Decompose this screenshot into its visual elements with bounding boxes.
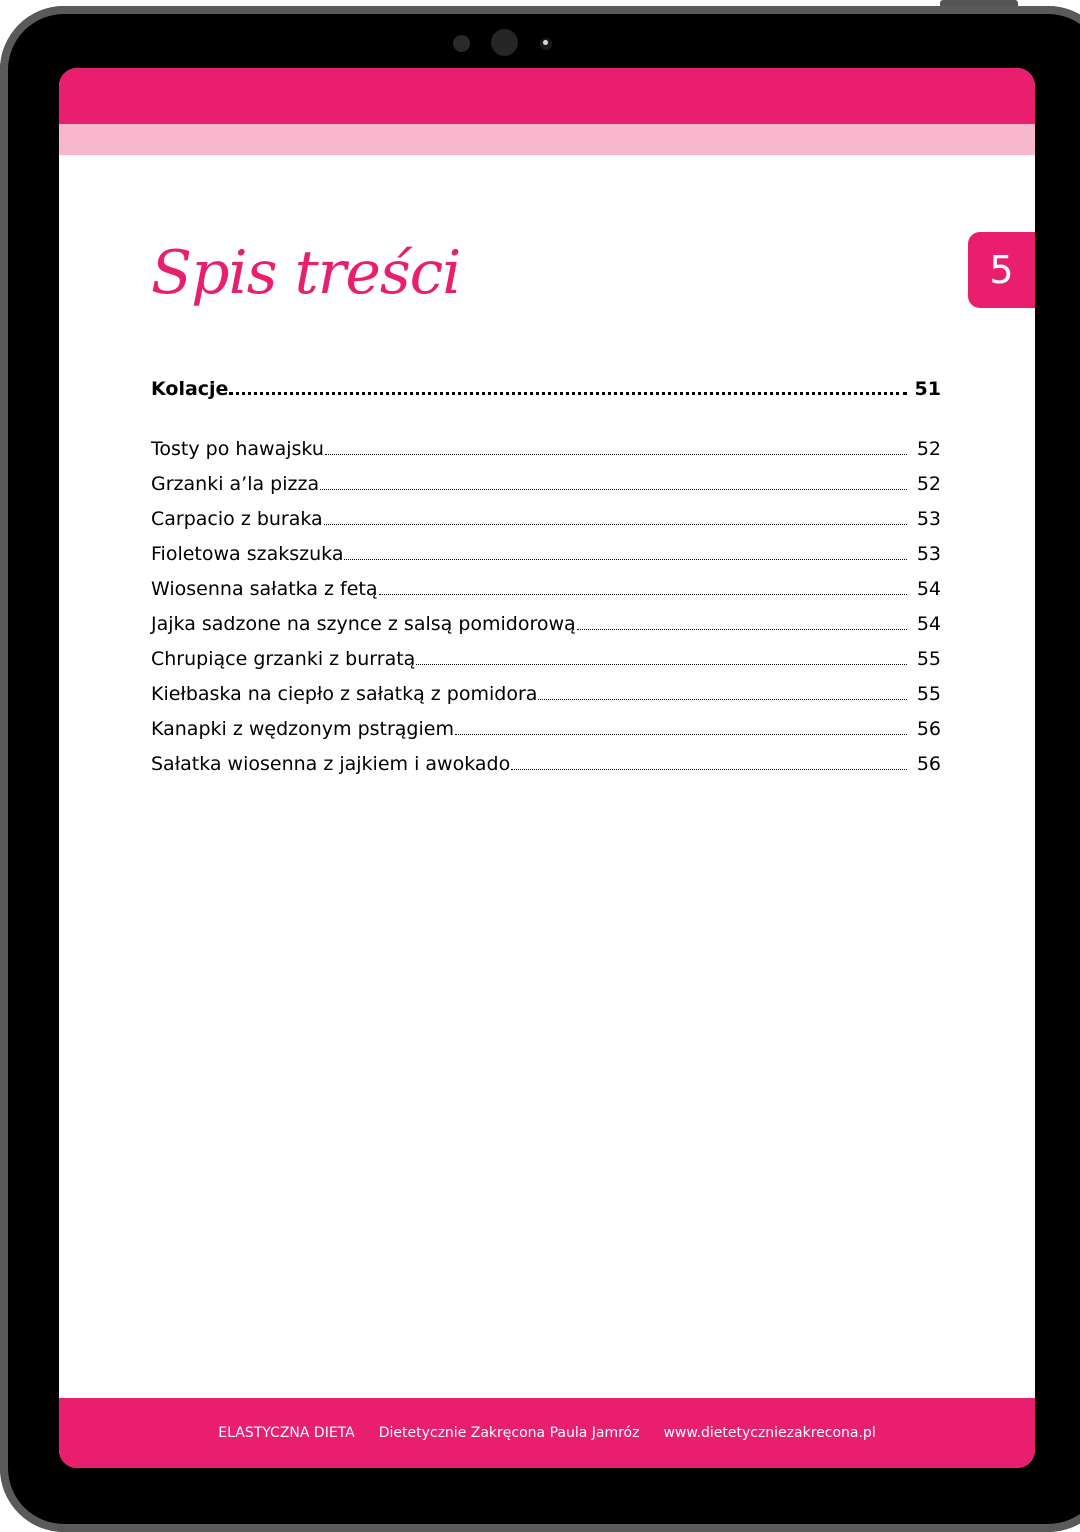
power-button xyxy=(940,0,1018,6)
toc-entry[interactable] xyxy=(151,578,941,600)
dot-leader xyxy=(455,734,907,735)
toc-entry[interactable] xyxy=(151,543,941,565)
toc-entry[interactable] xyxy=(151,683,941,705)
dot-leader xyxy=(379,594,908,595)
footer xyxy=(59,1398,1035,1468)
toc-section-label: Kolacje xyxy=(151,378,229,400)
toc-entry-page: 54 xyxy=(916,578,941,600)
camera-lens-icon xyxy=(540,38,552,50)
toc-entry-label: Kanapki z wędzonym pstrągiem xyxy=(151,718,454,740)
toc-entry-page: 52 xyxy=(916,473,941,495)
camera-icon xyxy=(491,29,518,56)
toc-entry-page: 53 xyxy=(916,508,941,530)
page-number-tab xyxy=(968,232,1035,308)
page-number: 5 xyxy=(989,248,1014,292)
toc-entry-page: 55 xyxy=(916,683,941,705)
dot-leader xyxy=(320,489,907,490)
footer-author: Dietetycznie Zakręcona Paula Jamróz xyxy=(378,1425,640,1441)
toc-entry[interactable] xyxy=(151,438,941,460)
toc-entry-page: 53 xyxy=(916,543,941,565)
toc-entry-page: 56 xyxy=(916,718,941,740)
toc-entry[interactable] xyxy=(151,473,941,495)
header-band xyxy=(59,68,1035,124)
dot-leader xyxy=(344,559,907,560)
toc-entry-page: 52 xyxy=(916,438,941,460)
footer-website-link[interactable]: www.dietetyczniezakrecona.pl xyxy=(663,1425,876,1441)
toc-entry-label: Kiełbaska na ciepło z sałatką z pomidora xyxy=(151,683,538,705)
toc-entry-page: 56 xyxy=(916,753,941,775)
dot-leader xyxy=(416,664,907,665)
document-page xyxy=(59,68,1035,1468)
toc-entry-label: Jajka sadzone na szynce z salsą pomidorową xyxy=(151,613,576,635)
toc-entry[interactable] xyxy=(151,753,941,775)
page-title: Spis treści xyxy=(151,238,461,308)
sensor-icon xyxy=(453,35,470,52)
dot-leader xyxy=(538,699,907,700)
toc-entry-label: Sałatka wiosenna z jajkiem i awokado xyxy=(151,753,511,775)
toc-section-page: 51 xyxy=(914,378,941,400)
toc-entry[interactable] xyxy=(151,648,941,670)
footer-book-title: ELASTYCZNA DIETA xyxy=(218,1425,355,1441)
dot-leader xyxy=(511,769,907,770)
dot-leader xyxy=(324,524,907,525)
toc-entry[interactable] xyxy=(151,508,941,530)
toc-entry[interactable] xyxy=(151,613,941,635)
toc-entry-label: Chrupiące grzanki z burratą xyxy=(151,648,416,670)
dot-leader xyxy=(229,392,906,395)
tablet-frame xyxy=(0,6,1080,1532)
toc-entry-label: Tosty po hawajsku xyxy=(151,438,324,460)
dot-leader xyxy=(577,629,907,630)
toc-entry-label: Fioletowa szakszuka xyxy=(151,543,344,565)
toc-entry-page: 55 xyxy=(916,648,941,670)
toc-entry-label: Carpacio z buraka xyxy=(151,508,323,530)
toc-entry-label: Wiosenna sałatka z fetą xyxy=(151,578,378,600)
toc-entry[interactable] xyxy=(151,718,941,740)
dot-leader xyxy=(325,454,907,455)
toc-entry-page: 54 xyxy=(916,613,941,635)
header-subband xyxy=(59,124,1035,155)
toc-entry-label: Grzanki a’la pizza xyxy=(151,473,320,495)
toc-section-kolacje[interactable] xyxy=(151,378,941,400)
